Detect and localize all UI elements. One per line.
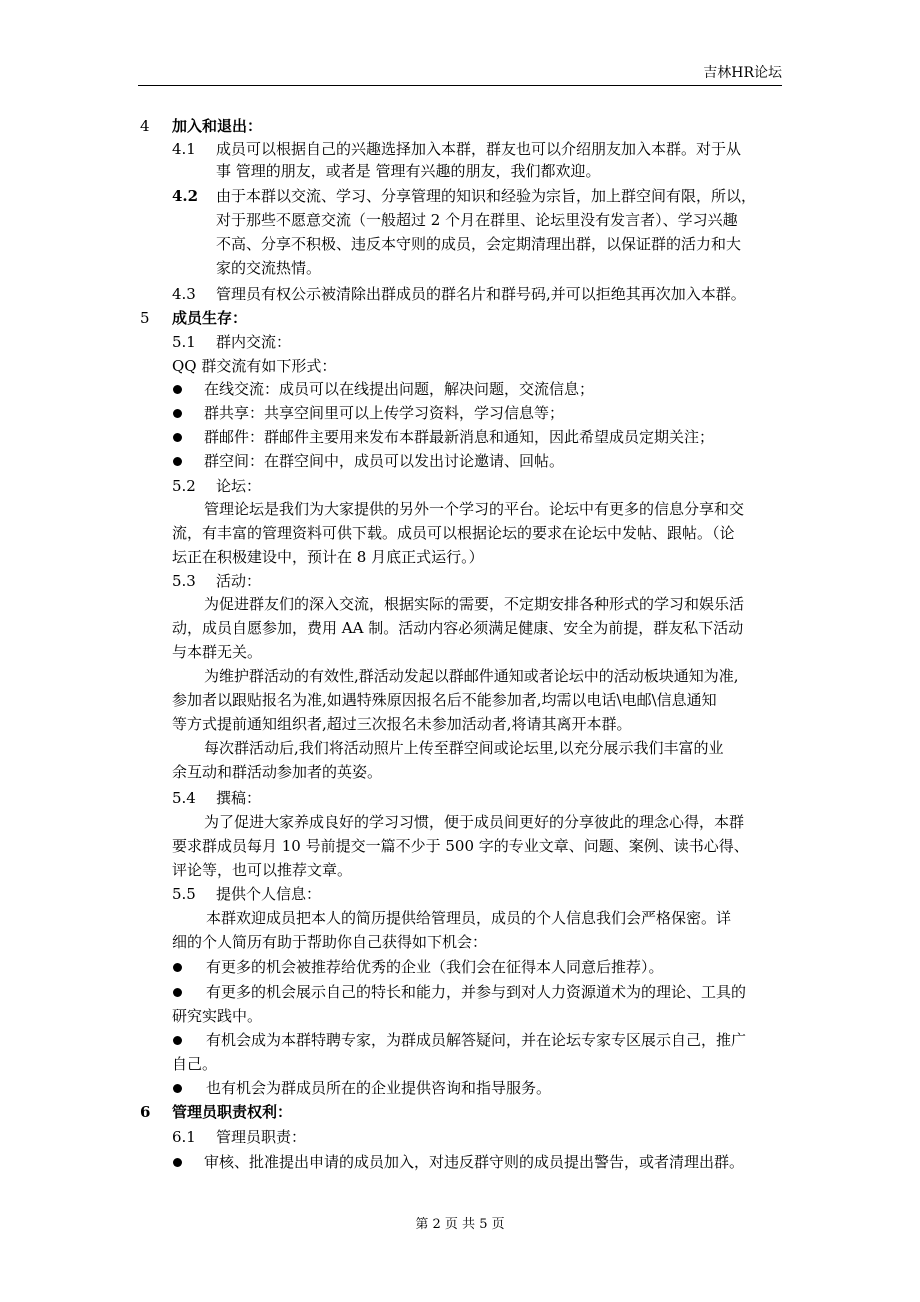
bullet-icon [173, 1084, 182, 1093]
bullet-text: 研究实践中。 [172, 1007, 263, 1025]
bullet-icon [173, 433, 182, 442]
paragraph-line: 事 管理的朋友，或者是 管理有兴趣的朋友，我们都欢迎。 [216, 162, 601, 180]
section-number: 4 [140, 117, 150, 135]
paragraph-line: 由于本群以交流、学习、分享管理的知识和经验为宗旨，加上群空间有限，所以， [216, 187, 757, 205]
clause-title: 论坛： [216, 477, 262, 495]
page-number: 第 2 页 共 5 页 [415, 1217, 505, 1232]
bullet-icon [173, 409, 182, 418]
clause-number: 5.2 [172, 477, 196, 495]
bullet-text: 也有机会为群成员所在的企业提供咨询和指导服务。 [206, 1079, 552, 1097]
clause-number: 5.3 [172, 572, 196, 590]
clause-number: 5.5 [172, 885, 196, 903]
clause-title: 群内交流： [216, 333, 292, 351]
bullet-icon [173, 457, 182, 466]
bullet-icon [173, 963, 182, 972]
paragraph-line: 动，成员自愿参加，费用 AA 制。活动内容必须满足健康、安全为前提，群友私下活动 [172, 619, 744, 637]
bullet-text: 在线交流：成员可以在线提出问题，解决问题，交流信息； [204, 380, 595, 398]
clause-title: 管理员职责： [216, 1128, 307, 1146]
bullet-text: 有更多的机会被推荐给优秀的企业（我们会在征得本人同意后推荐）。 [206, 958, 664, 976]
section-title: 加入和退出： [172, 117, 263, 135]
header-rule [138, 85, 782, 86]
bullet-icon [173, 385, 182, 394]
paragraph-line: 等方式提前通知组织者,超过三次报名未参加活动者,将请其离开本群。 [172, 715, 632, 733]
paragraph-line: 管理员有权公示被清除出群成员的群名片和群号码,并可以拒绝其再次加入本群。 [216, 285, 746, 303]
section-title: 管理员职责权利： [172, 1103, 293, 1121]
paragraph-line: 本群欢迎成员把本人的简历提供给管理员，成员的个人信息我们会严格保密。详 [206, 909, 732, 927]
paragraph-line: 管理论坛是我们为大家提供的另外一个学习的平台。论坛中有更多的信息分享和交 [204, 500, 745, 518]
paragraph-line: 不高、分享不积极、违反本守则的成员，会定期清理出群，以保证群的活力和大 [216, 235, 742, 253]
paragraph-line: 对于那些不愿意交流（一般超过 2 个月在群里、论坛里没有发言者）、学习兴趣 [216, 211, 738, 229]
paragraph-line: 要求群成员每月 10 号前提交一篇不少于 500 字的专业文章、问题、案例、读书心得、 [172, 837, 749, 855]
paragraph-line: 流，有丰富的管理资料可供下载。成员可以根据论坛的要求在论坛中发帖、跟帖。（论 [172, 524, 735, 542]
clause-number: 4.1 [172, 140, 196, 158]
clause-number: 4.2 [172, 187, 199, 205]
paragraph-line: 为维护群活动的有效性,群活动发起以群邮件通知或者论坛中的活动板块通知为准, [204, 667, 739, 685]
header-site-name: 吉林HR论坛 [703, 65, 782, 81]
paragraph-line: 为了促进大家养成良好的学习习惯，便于成员间更好的分享彼此的理念心得，本群 [204, 813, 745, 831]
bullet-text: 有机会成为本群特聘专家，为群成员解答疑问，并在论坛专家专区展示自己，推广 [206, 1031, 747, 1049]
bullet-icon [173, 1158, 182, 1167]
paragraph-line: QQ 群交流有如下形式： [172, 357, 337, 375]
clause-number: 5.4 [172, 789, 196, 807]
paragraph-line: 坛正在积极建设中，预计在 8 月底正式运行。） [172, 548, 484, 566]
section-number: 5 [140, 309, 150, 327]
clause-title: 活动： [216, 572, 262, 590]
paragraph-line: 细的个人简历有助于帮助你自己获得如下机会： [172, 933, 488, 951]
clause-title: 撰稿： [216, 789, 262, 807]
paragraph-line: 成员可以根据自己的兴趣选择加入本群，群友也可以介绍朋友加入本群。对于从 [216, 140, 742, 158]
paragraph-line: 每次群活动后,我们将活动照片上传至群空间或论坛里,以充分展示我们丰富的业 [204, 739, 724, 757]
paragraph-line: 参加者以跟贴报名为准,如遇特殊原因报名后不能参加者,均需以电话\电邮\信息通知 [172, 691, 717, 709]
paragraph-line: 评论等，也可以推荐文章。 [172, 861, 353, 879]
bullet-text: 群邮件：群邮件主要用来发布本群最新消息和通知，因此希望成员定期关注； [204, 428, 715, 446]
paragraph-line: 为促进群友们的深入交流，根据实际的需要，不定期安排各种形式的学习和娱乐活 [204, 595, 745, 613]
bullet-text: 审核、批准提出申请的成员加入，对违反群守则的成员提出警告，或者清理出群。 [204, 1153, 745, 1171]
clause-title: 提供个人信息： [216, 885, 322, 903]
bullet-text: 群共享：共享空间里可以上传学习资料，学习信息等； [204, 404, 565, 422]
bullet-text: 有更多的机会展示自己的特长和能力，并参与到对人力资源道术为的理论、工具的 [206, 983, 747, 1001]
bullet-text: 群空间：在群空间中，成员可以发出讨论邀请、回帖。 [204, 452, 565, 470]
bullet-icon [173, 988, 182, 997]
paragraph-line: 与本群无关。 [172, 643, 263, 661]
paragraph-line: 余互动和群活动参加者的英姿。 [172, 763, 383, 781]
paragraph-line: 家的交流热情。 [216, 259, 322, 277]
bullet-text: 自己。 [172, 1055, 218, 1073]
section-title: 成员生存： [172, 309, 248, 327]
bullet-icon [173, 1036, 182, 1045]
clause-number: 5.1 [172, 333, 196, 351]
clause-number: 6.1 [172, 1128, 196, 1146]
section-number: 6 [140, 1103, 151, 1121]
clause-number: 4.3 [172, 285, 196, 303]
